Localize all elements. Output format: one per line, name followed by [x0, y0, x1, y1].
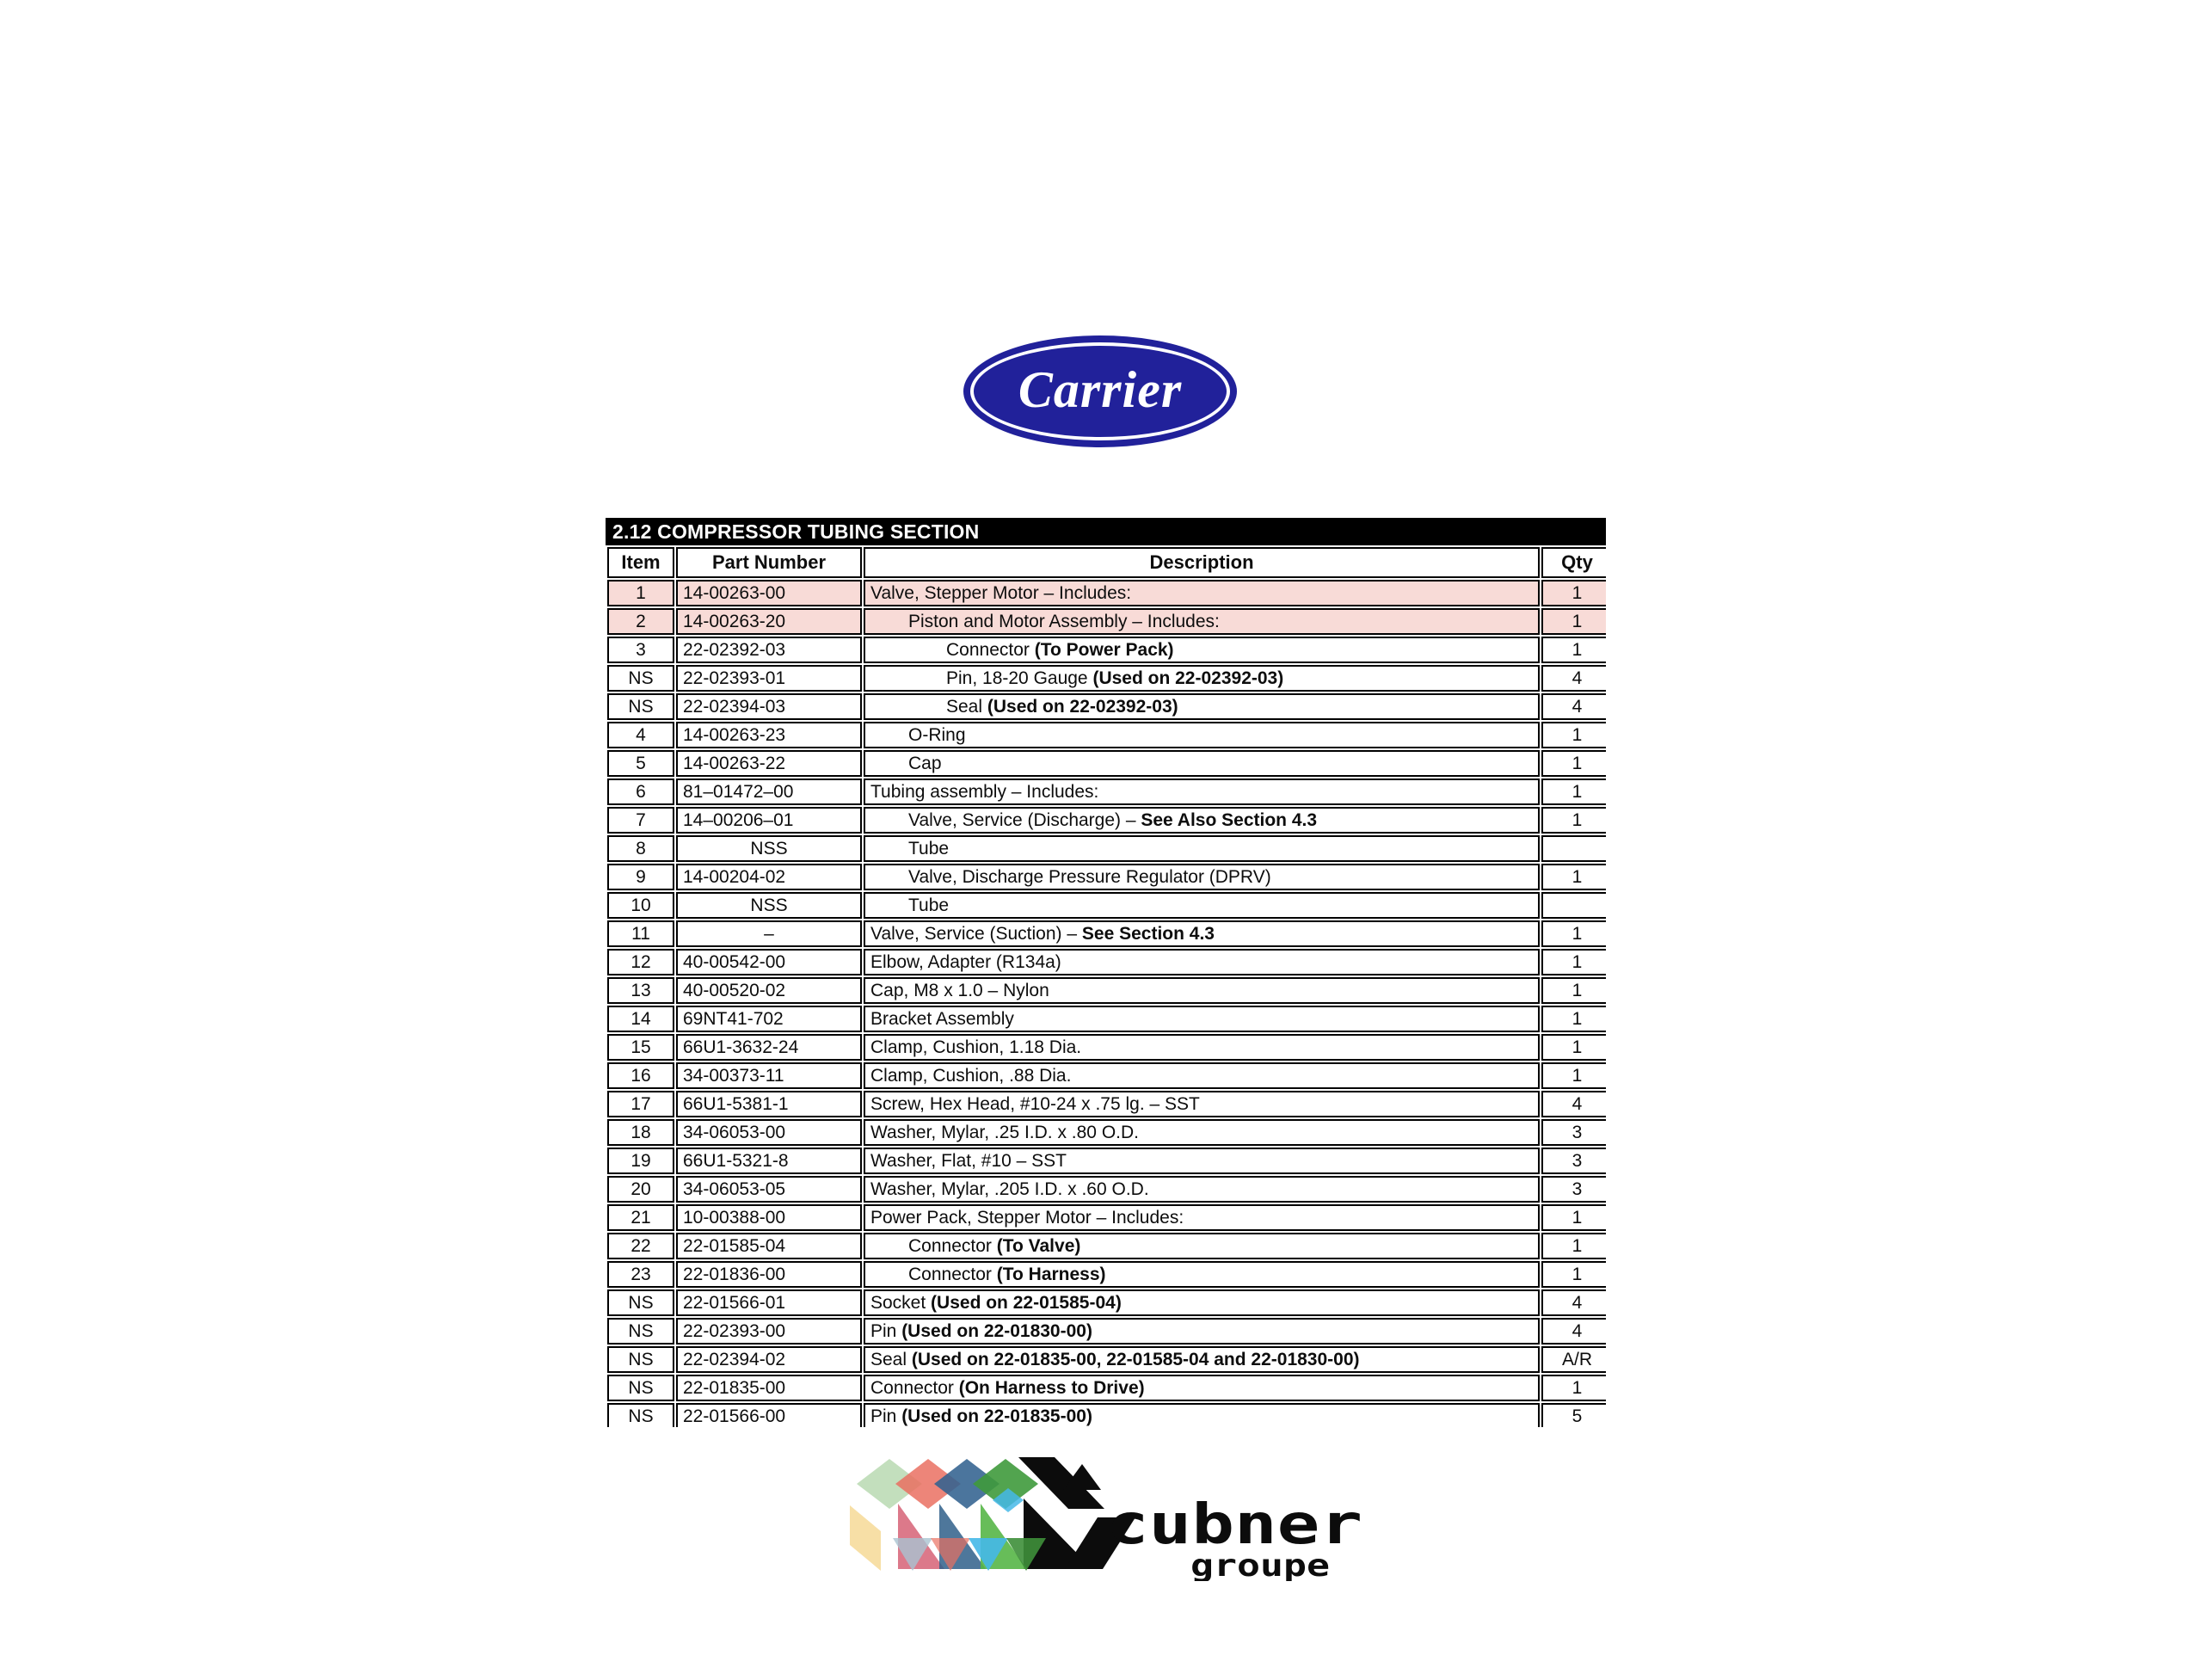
part-number-cell: 14-00263-00 — [676, 580, 862, 606]
description-text: Cap — [908, 754, 942, 773]
table-row — [607, 1034, 1606, 1061]
part-number-cell: NSS — [676, 892, 862, 919]
description-bold-text: (Used on 22-01835-00, 22-01585-04 and 22-01830-00) — [911, 1350, 1360, 1369]
column-header-description: Description — [864, 547, 1540, 578]
table-row — [607, 778, 1606, 805]
item-cell: 3 — [607, 637, 674, 663]
item-cell: 14 — [607, 1006, 674, 1032]
parts-table-body — [607, 580, 1606, 1427]
description-bold-text: (Used on 22-02392-03) — [1092, 668, 1284, 688]
item-cell: 8 — [607, 835, 674, 862]
column-header-item: Item — [607, 547, 674, 578]
description-text: Screw, Hex Head, #10-24 x .75 lg. – SST — [870, 1094, 1200, 1114]
part-number-cell: 14-00204-02 — [676, 864, 862, 890]
table-row — [607, 608, 1606, 635]
qty-cell: 1 — [1541, 608, 1606, 635]
qty-cell: 1 — [1541, 722, 1606, 748]
part-number-cell: 22-01836-00 — [676, 1261, 862, 1288]
item-cell: 1 — [607, 580, 674, 606]
cubner-logo-text: cubner — [1106, 1493, 1362, 1557]
description-text: Seal — [946, 697, 987, 717]
part-number-cell: 22-02394-03 — [676, 693, 862, 720]
table-row — [607, 1091, 1606, 1117]
description-bold-text: (On Harness to Drive) — [958, 1378, 1145, 1398]
description-cell — [864, 1233, 1540, 1259]
description-cell — [864, 778, 1540, 805]
description-cell — [864, 665, 1540, 692]
description-cell — [864, 1006, 1540, 1032]
qty-cell: 1 — [1541, 807, 1606, 834]
description-text: Washer, Mylar, .25 I.D. x .80 O.D. — [870, 1123, 1139, 1142]
part-number-cell: 66U1-5321-8 — [676, 1148, 862, 1174]
description-cell — [864, 949, 1540, 975]
item-cell: 17 — [607, 1091, 674, 1117]
item-cell: 23 — [607, 1261, 674, 1288]
description-cell — [864, 637, 1540, 663]
parts-table-section — [606, 518, 1606, 1427]
table-row — [607, 637, 1606, 663]
description-text: Bracket Assembly — [870, 1009, 1014, 1029]
qty-cell: 3 — [1541, 1119, 1606, 1146]
item-cell: NS — [607, 1375, 674, 1401]
description-cell — [864, 1346, 1540, 1373]
item-cell: NS — [607, 665, 674, 692]
table-row — [607, 949, 1606, 975]
cubner-logo-mark — [848, 1455, 1364, 1581]
item-cell: 6 — [607, 778, 674, 805]
table-row — [607, 1403, 1606, 1427]
description-cell — [864, 1034, 1540, 1061]
item-cell: 7 — [607, 807, 674, 834]
description-bold-text: (Used on 22-01585-04) — [931, 1293, 1122, 1313]
description-bold-text: (To Power Pack) — [1034, 640, 1174, 660]
qty-cell: 1 — [1541, 1062, 1606, 1089]
item-cell: NS — [607, 1346, 674, 1373]
part-number-cell: 40-00520-02 — [676, 977, 862, 1004]
description-cell — [864, 750, 1540, 777]
description-text: O-Ring — [908, 725, 966, 745]
qty-cell: 1 — [1541, 778, 1606, 805]
qty-cell: 4 — [1541, 693, 1606, 720]
description-cell — [864, 608, 1540, 635]
qty-cell: 1 — [1541, 1233, 1606, 1259]
qty-cell: 1 — [1541, 1204, 1606, 1231]
description-bold-text: (To Valve) — [996, 1236, 1081, 1256]
part-number-cell: 66U1-3632-24 — [676, 1034, 862, 1061]
description-cell — [864, 977, 1540, 1004]
item-cell: 20 — [607, 1176, 674, 1203]
item-cell: 2 — [607, 608, 674, 635]
table-title: 2.12 COMPRESSOR TUBING SECTION — [606, 518, 1606, 545]
description-text: Washer, Mylar, .205 I.D. x .60 O.D. — [870, 1179, 1149, 1199]
qty-cell: 1 — [1541, 750, 1606, 777]
description-text: Tubing assembly – Includes: — [870, 782, 1099, 802]
description-cell — [864, 1289, 1540, 1316]
description-cell — [864, 1403, 1540, 1427]
description-text: Connector — [908, 1236, 997, 1256]
cubner-logo-chevrons — [850, 1457, 1135, 1571]
description-cell — [864, 807, 1540, 834]
part-number-cell: 81–01472–00 — [676, 778, 862, 805]
description-text: Connector — [870, 1378, 959, 1398]
description-bold-text: (Used on 22-01830-00) — [901, 1321, 1092, 1341]
item-cell: 18 — [607, 1119, 674, 1146]
part-number-cell: 14-00263-20 — [676, 608, 862, 635]
description-text: Pin, 18-20 Gauge — [946, 668, 1093, 688]
description-text: Connector — [908, 1265, 997, 1284]
description-text: Piston and Motor Assembly – Includes: — [908, 612, 1220, 631]
part-number-cell: 14-00263-23 — [676, 722, 862, 748]
item-cell: 22 — [607, 1233, 674, 1259]
item-cell: 9 — [607, 864, 674, 890]
description-text: Valve, Stepper Motor – Includes: — [870, 583, 1132, 603]
table-row — [607, 864, 1606, 890]
table-row — [607, 1318, 1606, 1345]
qty-cell: 1 — [1541, 580, 1606, 606]
description-cell — [864, 580, 1540, 606]
description-cell — [864, 835, 1540, 862]
description-cell — [864, 693, 1540, 720]
description-text: Connector — [946, 640, 1035, 660]
description-cell — [864, 1375, 1540, 1401]
item-cell: 10 — [607, 892, 674, 919]
qty-cell: 3 — [1541, 1176, 1606, 1203]
column-header-part-number: Part Number — [676, 547, 862, 578]
description-bold-text: See Section 4.3 — [1081, 924, 1215, 944]
item-cell: 12 — [607, 949, 674, 975]
table-row — [607, 722, 1606, 748]
description-text: Power Pack, Stepper Motor – Includes: — [870, 1208, 1184, 1228]
carrier-logo — [963, 335, 1237, 447]
qty-cell: A/R — [1541, 1346, 1606, 1373]
qty-cell: 1 — [1541, 920, 1606, 947]
table-row — [607, 1119, 1606, 1146]
description-text: Socket — [870, 1293, 932, 1313]
table-row — [607, 920, 1606, 947]
qty-cell: 1 — [1541, 977, 1606, 1004]
parts-table-header — [607, 547, 1606, 578]
table-row — [607, 750, 1606, 777]
part-number-cell: 14-00263-22 — [676, 750, 862, 777]
description-cell — [864, 920, 1540, 947]
part-number-cell: NSS — [676, 835, 862, 862]
description-cell — [864, 1062, 1540, 1089]
description-cell — [864, 1176, 1540, 1203]
table-row — [607, 1006, 1606, 1032]
qty-cell: 4 — [1541, 1289, 1606, 1316]
description-cell — [864, 892, 1540, 919]
description-text: Pin — [870, 1321, 902, 1341]
description-bold-text: (Used on 22-01835-00) — [901, 1406, 1092, 1426]
table-row — [607, 580, 1606, 606]
table-row — [607, 1289, 1606, 1316]
part-number-cell: 22-01835-00 — [676, 1375, 862, 1401]
description-text: Clamp, Cushion, .88 Dia. — [870, 1066, 1072, 1086]
description-text: Pin — [870, 1406, 902, 1426]
qty-cell: 4 — [1541, 665, 1606, 692]
description-text: Valve, Discharge Pressure Regulator (DPRV) — [908, 867, 1271, 887]
table-row — [607, 1176, 1606, 1203]
qty-cell: 4 — [1541, 1318, 1606, 1345]
description-cell — [864, 1119, 1540, 1146]
qty-cell: 1 — [1541, 637, 1606, 663]
qty-cell: 1 — [1541, 1375, 1606, 1401]
item-cell: NS — [607, 1318, 674, 1345]
qty-cell — [1541, 835, 1606, 862]
part-number-cell: 34-06053-00 — [676, 1119, 862, 1146]
cubner-logo — [848, 1455, 1364, 1581]
description-cell — [864, 864, 1540, 890]
description-cell — [864, 1261, 1540, 1288]
item-cell: 11 — [607, 920, 674, 947]
table-row — [607, 1261, 1606, 1288]
table-row — [607, 1346, 1606, 1373]
table-row — [607, 1233, 1606, 1259]
description-cell — [864, 1204, 1540, 1231]
description-text: Tube — [908, 895, 950, 915]
description-cell — [864, 1318, 1540, 1345]
qty-cell: 3 — [1541, 1148, 1606, 1174]
description-text: Clamp, Cushion, 1.18 Dia. — [870, 1037, 1082, 1057]
description-cell — [864, 722, 1540, 748]
part-number-cell: 22-02393-00 — [676, 1318, 862, 1345]
part-number-cell: 40-00542-00 — [676, 949, 862, 975]
header-row — [607, 547, 1606, 578]
description-text: Washer, Flat, #10 – SST — [870, 1151, 1067, 1171]
qty-cell — [1541, 892, 1606, 919]
item-cell: NS — [607, 693, 674, 720]
qty-cell: 1 — [1541, 949, 1606, 975]
item-cell: 21 — [607, 1204, 674, 1231]
qty-cell: 1 — [1541, 864, 1606, 890]
part-number-cell: 22-02392-03 — [676, 637, 862, 663]
part-number-cell: 69NT41-702 — [676, 1006, 862, 1032]
description-bold-text: (Used on 22-02392-03) — [987, 697, 1178, 717]
description-bold-text: (To Harness) — [996, 1265, 1106, 1284]
description-text: Valve, Service (Discharge) – — [908, 810, 1141, 830]
item-cell: NS — [607, 1289, 674, 1316]
item-cell: 5 — [607, 750, 674, 777]
table-row — [607, 807, 1606, 834]
item-cell: 15 — [607, 1034, 674, 1061]
description-text: Seal — [870, 1350, 912, 1369]
item-cell: 16 — [607, 1062, 674, 1089]
item-cell: 13 — [607, 977, 674, 1004]
carrier-logo-text: Carrier — [1018, 360, 1183, 418]
description-cell — [864, 1091, 1540, 1117]
description-text: Tube — [908, 839, 950, 858]
table-row — [607, 1375, 1606, 1401]
qty-cell: 1 — [1541, 1261, 1606, 1288]
table-row — [607, 693, 1606, 720]
part-number-cell: 34-06053-05 — [676, 1176, 862, 1203]
cubner-groupe-text: groupe — [1190, 1548, 1330, 1581]
part-number-cell: 34-00373-11 — [676, 1062, 862, 1089]
column-header-qty: Qty — [1541, 547, 1606, 578]
part-number-cell: 14–00206–01 — [676, 807, 862, 834]
table-row — [607, 1062, 1606, 1089]
description-cell — [864, 1148, 1540, 1174]
part-number-cell: 66U1-5381-1 — [676, 1091, 862, 1117]
item-cell: 4 — [607, 722, 674, 748]
table-row — [607, 665, 1606, 692]
part-number-cell: 10-00388-00 — [676, 1204, 862, 1231]
part-number-cell: 22-02394-02 — [676, 1346, 862, 1373]
table-row — [607, 892, 1606, 919]
qty-cell: 5 — [1541, 1403, 1606, 1427]
item-cell: 19 — [607, 1148, 674, 1174]
description-text: Cap, M8 x 1.0 – Nylon — [870, 981, 1049, 1000]
description-text: Valve, Service (Suction) – — [870, 924, 1082, 944]
qty-cell: 1 — [1541, 1006, 1606, 1032]
part-number-cell: 22-01566-01 — [676, 1289, 862, 1316]
item-cell: NS — [607, 1403, 674, 1427]
part-number-cell: 22-02393-01 — [676, 665, 862, 692]
table-row — [607, 1148, 1606, 1174]
part-number-cell: 22-01566-00 — [676, 1403, 862, 1427]
table-row — [607, 977, 1606, 1004]
table-row — [607, 1204, 1606, 1231]
qty-cell: 1 — [1541, 1034, 1606, 1061]
parts-table — [606, 545, 1606, 1427]
part-number-cell: 22-01585-04 — [676, 1233, 862, 1259]
part-number-cell: – — [676, 920, 862, 947]
qty-cell: 4 — [1541, 1091, 1606, 1117]
table-row — [607, 835, 1606, 862]
description-text: Elbow, Adapter (R134a) — [870, 952, 1061, 972]
description-bold-text: See Also Section 4.3 — [1141, 810, 1318, 830]
